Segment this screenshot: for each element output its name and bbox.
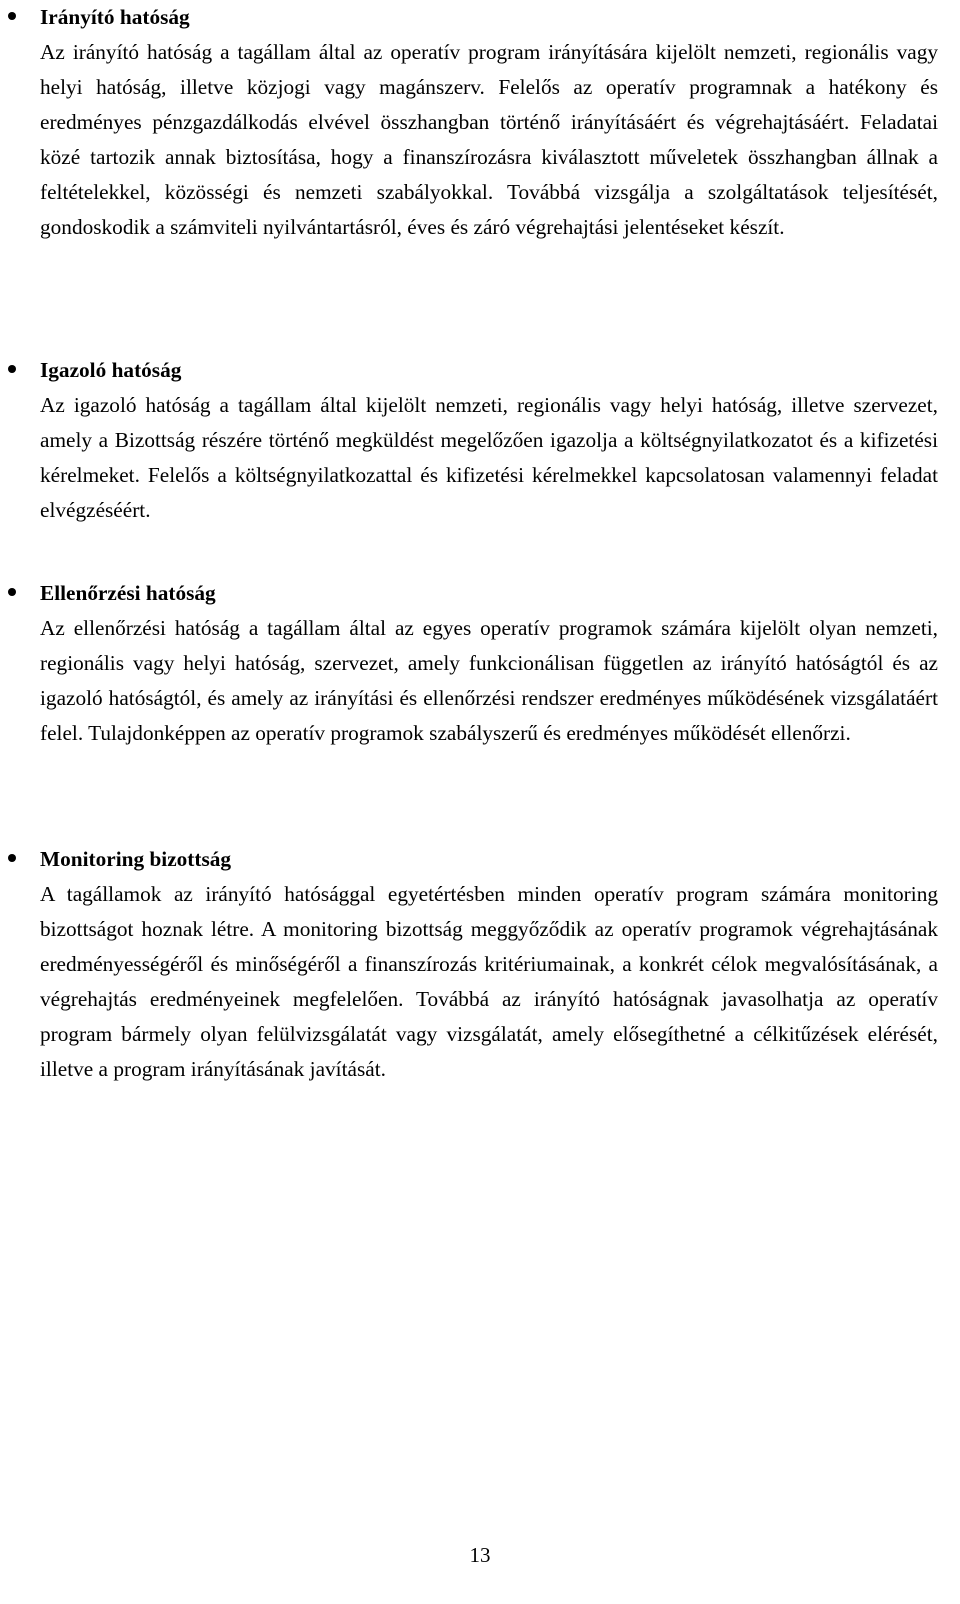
section-ellenorzesi-hatosag xyxy=(0,576,960,751)
section-monitoring-bizottsag xyxy=(0,842,960,1087)
page-number: 13 xyxy=(469,1543,491,1567)
section-paragraph: Az irányító hatóság a tagállam által az operatív program irányítására kijelölt nemzeti, regionális vagy helyi hatóság, illetve közjogi vagy magánszerv. Felelős az operatív programnak a hatékony és eredményes pénzgazdálkodás elvével összhangban történő irányításáért és végrehajtásáért. Feladatai közé tartozik annak biztosítása, hogy a finanszírozásra kiválasztott műveletek összhangban állnak a feltételekkel, közösségi és nemzeti szabályokkal. Továbbá vizsgálja a szolgáltatások teljesítését, gondoskodik a számviteli nyilvántartásról, éves és záró végrehajtási jelentéseket készít. xyxy=(40,40,938,239)
section-heading: Igazoló hatóság xyxy=(40,358,182,382)
bullet-icon xyxy=(8,588,16,596)
bullet-icon xyxy=(8,12,16,20)
section-paragraph: Az ellenőrzési hatóság a tagállam által az egyes operatív programok számára kijelölt olyan nemzeti, regionális vagy helyi hatóság, szervezet, amely funkcionálisan független az irányító hatóságtól és az igazoló hatóságtól, és amely az irányítási és ellenőrzési rendszer eredményes működésének vizsgálatáért felel. Tulajdonképpen az operatív programok szabályszerű és eredményes működését ellenőrzi. xyxy=(40,616,938,745)
section-igazolo-hatosag xyxy=(0,353,960,528)
section-heading: Irányító hatóság xyxy=(40,5,190,29)
section-iranyito-hatosag xyxy=(0,0,960,245)
bullet-icon xyxy=(8,854,16,862)
section-paragraph: Az igazoló hatóság a tagállam által kijelölt nemzeti, regionális vagy helyi hatóság, illetve szervezet, amely a Bizottság részére történő megküldést megelőzően igazolja a költségnyilatkozatot és a kifizetési kérelmeket. Felelős a költségnyilatkozattal és kifizetési kérelmekkel kapcsolatosan valamennyi feladat elvégzéséért. xyxy=(40,393,938,522)
bullet-icon xyxy=(8,365,16,373)
section-heading: Monitoring bizottság xyxy=(40,847,232,871)
section-paragraph: A tagállamok az irányító hatósággal egyetértésben minden operatív program számára monitoring bizottságot hoznak létre. A monitoring bizottság meggyőződik az operatív programok végrehajtásának eredményességéről és minőségéről a finanszírozás kritériumainak, a konkrét célok megvalósításának, a végrehajtás eredményeinek megfelelően. Továbbá az irányító hatóságnak javasolhatja az operatív program bármely olyan felülvizsgálatát vagy vizsgálatát, amely elősegíthetné a célkitűzések elérését, illetve a program irányításának javítását. xyxy=(40,882,938,1081)
section-heading: Ellenőrzési hatóság xyxy=(40,581,216,605)
